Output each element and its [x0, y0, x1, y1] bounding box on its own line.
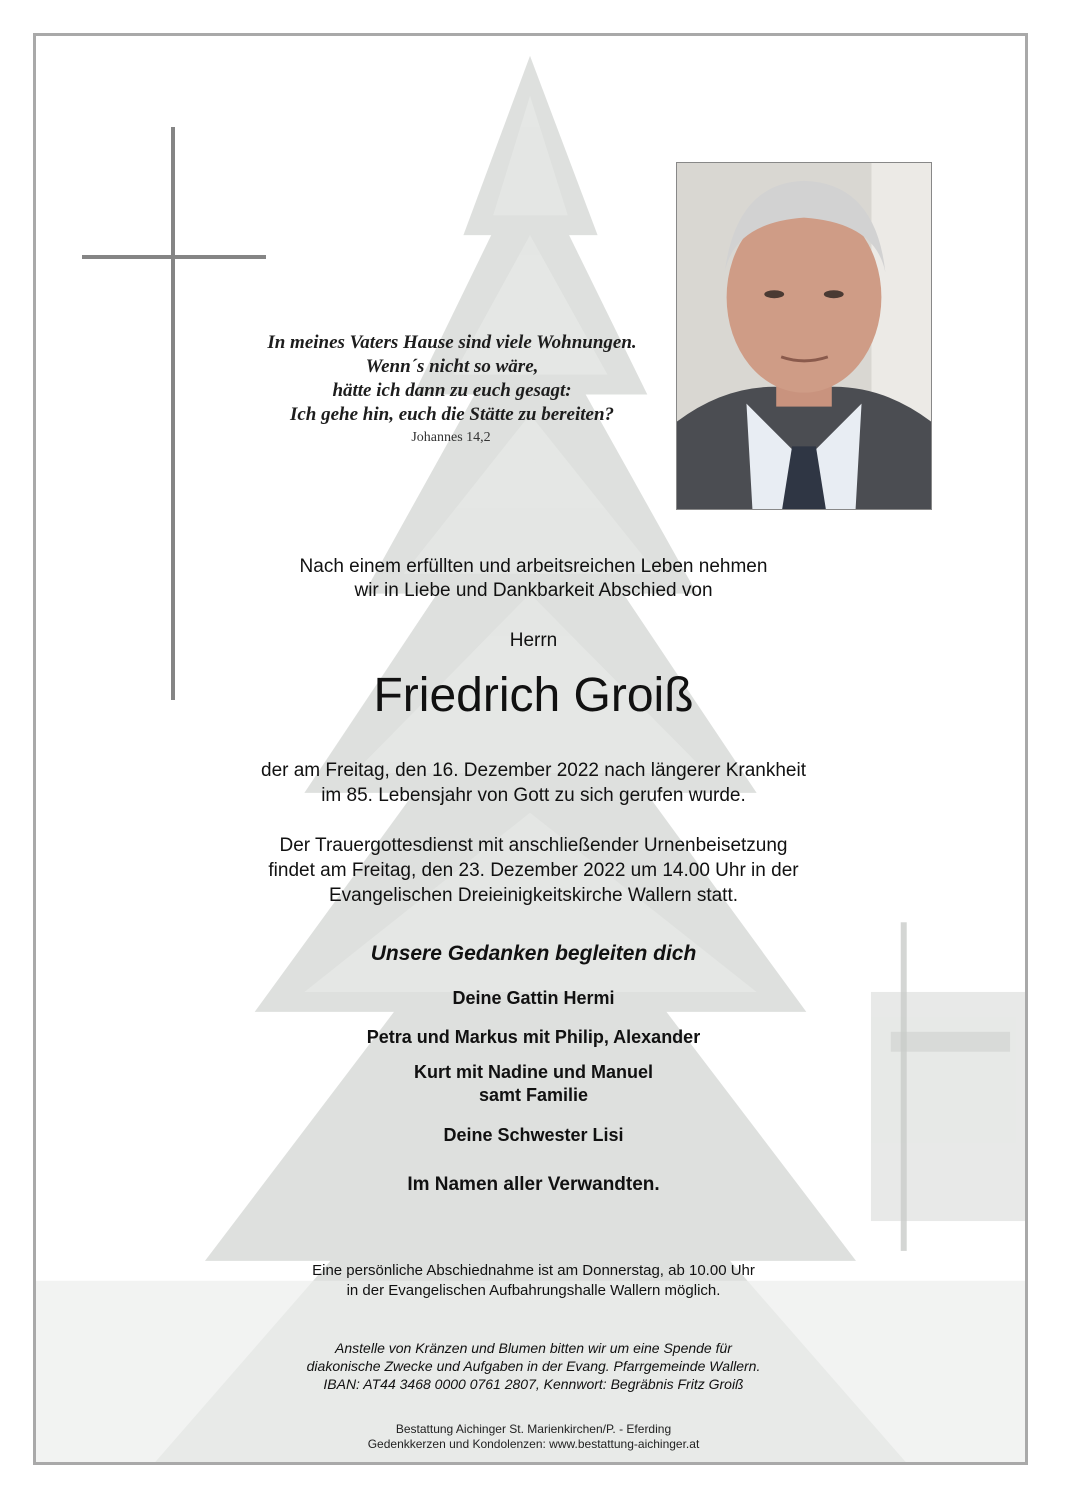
family-line: samt Familie — [478, 1085, 589, 1105]
funeral-home-footer — [0, 1422, 1067, 1452]
funeral-service-info — [0, 833, 1067, 908]
intro-line: wir in Liebe und Dankbarkeit Abschied von — [354, 580, 713, 601]
intro-line: Nach einem erfüllten und arbeitsreichen Leben nehmen — [299, 556, 768, 577]
service-line: Evangelischen Dreieinigkeitskirche Wallern statt. — [328, 885, 739, 906]
family-children-1: Petra und Markus mit Philip, Alexander — [366, 1027, 701, 1047]
viewing-line: in der Evangelischen Aufbahrungshalle Wallern möglich. — [346, 1282, 721, 1299]
viewing-line: Eine persönliche Abschiednahme ist am Donnerstag, ab 10.00 Uhr — [312, 1262, 755, 1279]
family-sister: Deine Schwester Lisi — [443, 1125, 624, 1145]
family-children-2 — [0, 1061, 1067, 1107]
intro-text — [0, 555, 1067, 603]
mourning-motto: Unsere Gedanken begleiten dich — [370, 942, 697, 965]
cross-horizontal-bar — [82, 255, 266, 259]
verse-line: Ich gehe hin, euch die Stätte zu bereiten? — [289, 404, 615, 425]
footer-line: Bestattung Aichinger St. Marienkirchen/P. - Eferding — [395, 1422, 672, 1436]
service-line: findet am Freitag, den 23. Dezember 2022 um 14.00 Uhr in der — [268, 860, 799, 881]
relatives-note: Im Namen aller Verwandten. — [407, 1174, 660, 1195]
verse-reference: Johannes 14,2 — [411, 430, 491, 445]
bible-verse — [212, 331, 692, 427]
family-line: Kurt mit Nadine und Manuel — [413, 1062, 653, 1082]
footer-line: Gedenkkerzen und Kondolenzen: www.bestattung-aichinger.at — [367, 1437, 700, 1451]
family-spouse: Deine Gattin Hermi — [452, 988, 615, 1008]
donation-line: diakonische Zwecke und Aufgaben in der Evang. Pfarrgemeinde Wallern. — [306, 1358, 761, 1374]
death-line: im 85. Lebensjahr von Gott zu sich gerufen wurde. — [321, 785, 746, 806]
deceased-name: Friedrich Groiß — [373, 669, 694, 722]
portrait-photo — [676, 162, 932, 510]
verse-line: Wenn´s nicht so wäre, — [365, 356, 539, 377]
service-line: Der Trauergottesdienst mit anschließender Urnenbeisetzung — [279, 835, 788, 856]
death-notice — [0, 758, 1067, 808]
death-line: der am Freitag, den 16. Dezember 2022 nach längerer Krankheit — [261, 760, 806, 781]
cross-vertical-bar — [171, 127, 175, 700]
salutation: Herrn — [509, 630, 558, 651]
donation-line: Anstelle von Kränzen und Blumen bitten wir um eine Spende für — [335, 1340, 732, 1356]
verse-line: hätte ich dann zu euch gesagt: — [332, 380, 572, 401]
verse-line: In meines Vaters Hause sind viele Wohnungen. — [267, 332, 637, 353]
donation-info — [0, 1339, 1067, 1393]
donation-line: IBAN: AT44 3468 0000 0761 2807, Kennwort: Begräbnis Fritz Groiß — [323, 1376, 744, 1392]
viewing-info — [0, 1261, 1067, 1301]
